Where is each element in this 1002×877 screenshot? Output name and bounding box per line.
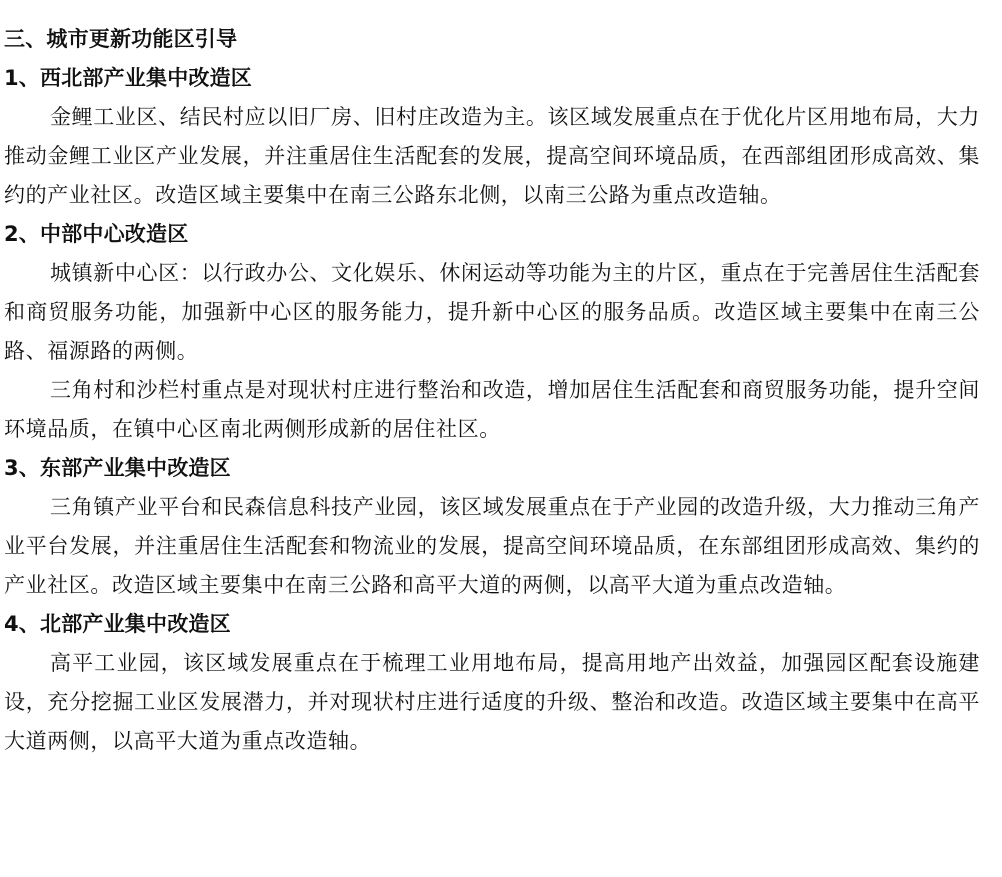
zone-heading-east: 3、东部产业集中改造区 — [4, 456, 231, 480]
zone-heading-north: 4、北部产业集中改造区 — [4, 612, 231, 636]
zone-paragraph-east: 三角镇产业平台和民森信息科技产业园，该区域发展重点在于产业园的改造升级，大力推动三角产业平台发展，并注重居住生活配套和物流业的发展，提高空间环境品质，在东部组团形成高效、集约的产业社区。改造区域主要集中在南三公路和高平大道的两侧，以高平大道为重点改造轴。 — [4, 495, 980, 597]
zone-paragraph-north: 高平工业园，该区域发展重点在于梳理工业用地布局，提高用地产出效益，加强园区配套设施建设，充分挖掘工业区发展潜力，并对现状村庄进行适度的升级、整治和改造。改造区域主要集中在高平大道两侧，以高平大道为重点改造轴。 — [4, 651, 980, 753]
zone-heading-northwest: 1、西北部产业集中改造区 — [4, 66, 253, 90]
zone-paragraph-central-2: 三角村和沙栏村重点是对现状村庄进行整治和改造，增加居住生活配套和商贸服务功能，提升空间环境品质，在镇中心区南北两侧形成新的居住社区。 — [4, 378, 980, 441]
section-title: 三、城市更新功能区引导 — [4, 27, 238, 51]
zone-paragraph-northwest: 金鲤工业区、结民村应以旧厂房、旧村庄改造为主。该区域发展重点在于优化片区用地布局，大力推动金鲤工业区产业发展，并注重居住生活配套的发展，提高空间环境品质，在西部组团形成高效、集约的产业社区。改造区域主要集中在南三公路东北侧，以南三公路为重点改造轴。 — [4, 105, 980, 207]
zone-heading-central: 2、中部中心改造区 — [4, 222, 189, 246]
zone-paragraph-central-1: 城镇新中心区：以行政办公、文化娱乐、休闲运动等功能为主的片区，重点在于完善居住生活配套和商贸服务功能，加强新中心区的服务能力，提升新中心区的服务品质。改造区域主要集中在南三公路、福源路的两侧。 — [4, 261, 980, 363]
